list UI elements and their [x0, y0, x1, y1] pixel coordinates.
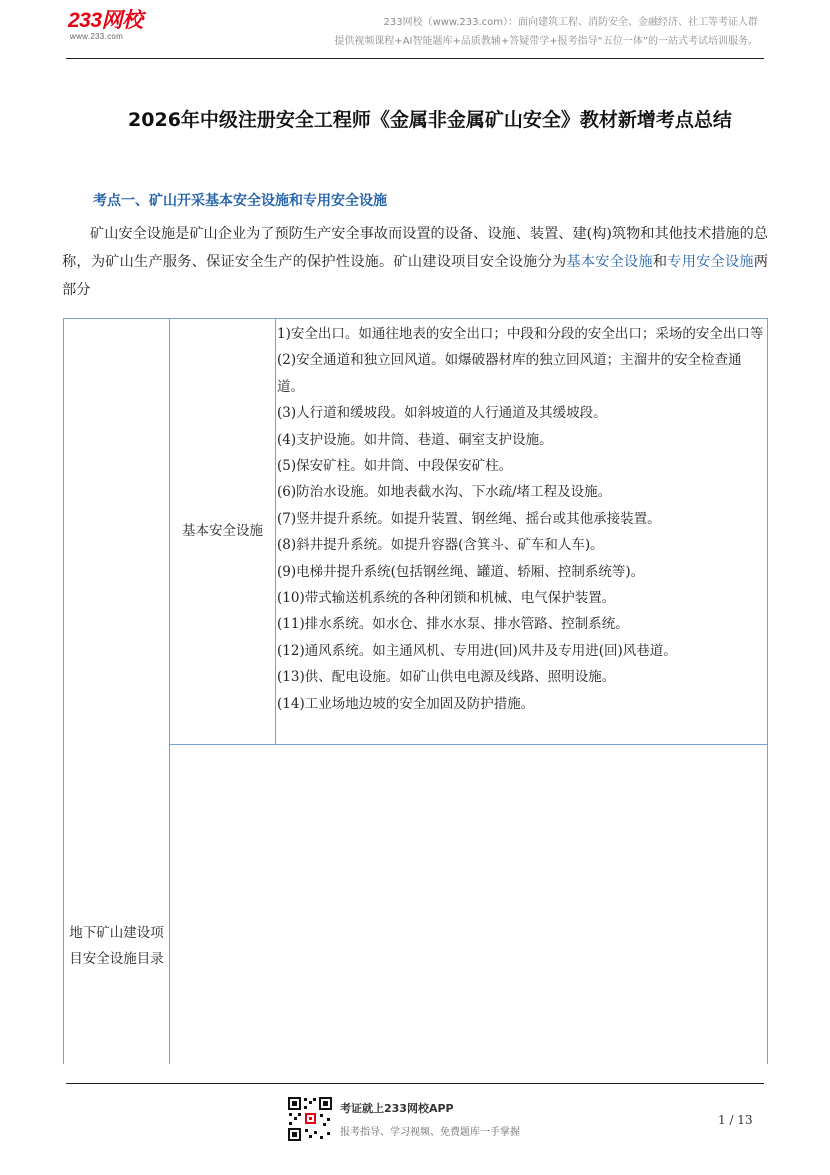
header-divider [66, 58, 764, 59]
list-item: (10)带式输送机系统的各种闭锁和机械、电气保护装置。 [277, 590, 616, 607]
special-safety-facilities-link[interactable]: 专用安全设施 [667, 254, 754, 270]
document-title: 2026年中级注册安全工程师《金属非金属矿山安全》教材新增考点总结 [128, 109, 732, 131]
list-item: (13)供、配电设施。如矿山供电电源及线路、照明设施。 [277, 669, 616, 686]
qr-code-icon[interactable] [287, 1096, 333, 1142]
list-item: 1)安全出口。如通往地表的安全出口；中段和分段的安全出口；采场的安全出口等 [277, 326, 764, 342]
list-item: (12)通风系统。如主通风机、专用进(回)风井及专用进(回)风巷道。 [277, 642, 677, 659]
list-item: (6)防治水设施。如地表截水沟、下水疏/堵工程及设施。 [277, 484, 612, 501]
footer-divider [66, 1083, 764, 1084]
list-item: (2)安全通道和独立回风道。如爆破器材库的独立回风道；主溜井的安全检查通道。 [277, 352, 742, 395]
list-item: (9)电梯井提升系统(包括钢丝绳、罐道、轿厢、控制系统等)。 [277, 563, 645, 580]
logo-wordmark: 233网校 [68, 9, 143, 32]
app-promo-subtitle: 报考指导、学习视频、免费题库一手掌握 [340, 1127, 520, 1138]
list-item: (11)排水系统。如水仓、排水水泵、排水管路、控制系统。 [277, 616, 629, 633]
table-row-divider [169, 744, 768, 745]
brand-logo[interactable] [68, 10, 168, 44]
intro-paragraph [62, 220, 768, 304]
table-subcategory-cell: 基本安全设施 [182, 523, 263, 539]
table-column-divider-1 [169, 318, 170, 1064]
section-heading: 考点一、矿山开采基本安全设施和专用安全设施 [93, 193, 387, 209]
header-tagline-line2: 提供视频课程+AI智能题库+品质教辅+答疑带学+报考指导“五位一体”的一站式考试培训服务。 [334, 36, 758, 47]
app-promo-title: 考证就上233网校APP [340, 1102, 454, 1115]
intro-text-mid: 和 [652, 254, 668, 270]
intro-text-end: 两部分 [62, 254, 768, 298]
table-column-divider-2 [275, 318, 276, 745]
list-item: (3)人行道和缓坡段。如斜坡道的人行通道及其缓坡段。 [277, 405, 607, 422]
logo-url: www.233.com [70, 32, 124, 41]
header-tagline [334, 13, 758, 51]
page-header [0, 0, 830, 60]
header-tagline-line1: 233网校（www.233.com）：面向建筑工程、消防安全、金融经济、社工等考证人群 [383, 17, 758, 28]
page-number: 1 / 13 [718, 1113, 753, 1127]
table-category-cell: 地下矿山建设项目安全设施目录 [69, 925, 164, 967]
list-item: (7)竖井提升系统。如提升装置、钢丝绳、摇台或其他承接装置。 [277, 510, 661, 527]
basic-safety-facilities-link[interactable]: 基本安全设施 [566, 254, 653, 270]
list-item: (8)斜井提升系统。如提升容器(含箕斗、矿车和人车)。 [277, 537, 604, 554]
list-item: (4)支护设施。如井筒、巷道、硐室支护设施。 [277, 431, 553, 448]
list-item: (5)保安矿柱。如井筒、中段保安矿柱。 [277, 458, 513, 475]
facility-items-list [277, 321, 767, 717]
list-item: (14)工业场地边坡的安全加固及防护措施。 [277, 695, 535, 712]
intro-text-start: 矿山安全设施是矿山企业为了预防生产安全事故而设置的设备、设施、装置、建(构)筑物和其他技术措施的总称，为矿山生产服务、保证安全生产的保护性设施。矿山建设项目安全设施分为 [62, 226, 768, 270]
